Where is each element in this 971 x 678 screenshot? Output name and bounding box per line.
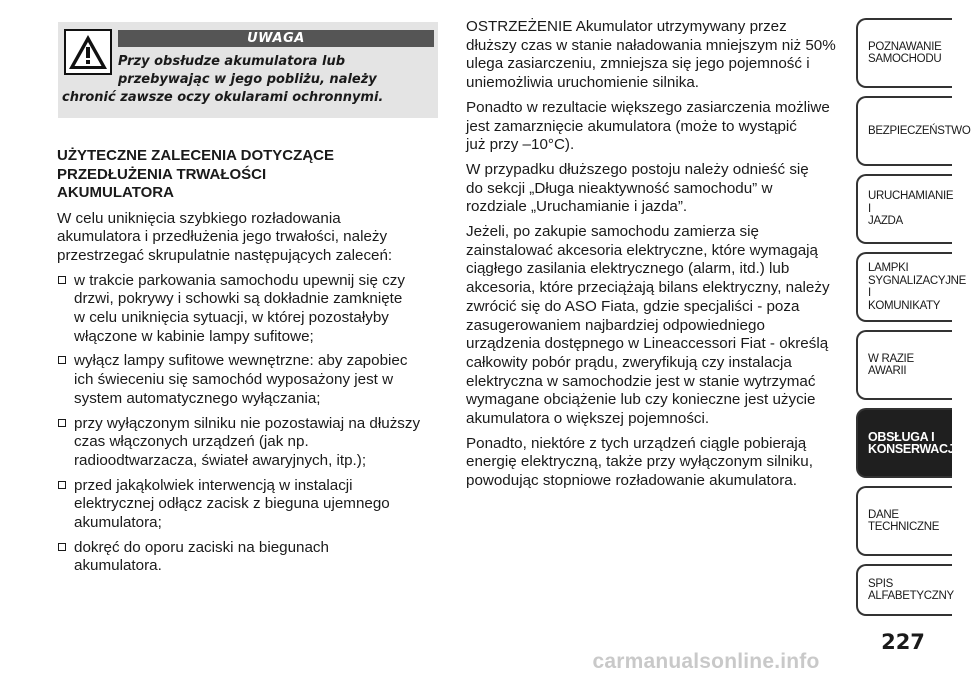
text-line: przy wyłączonym silniku nie pozostawiaj na dłuższy bbox=[74, 414, 421, 432]
text-line: drzwi, pokrywy i schowki są dokładnie zamknięte bbox=[74, 290, 403, 308]
text-line: Ponadto, niektóre z tych urządzeń ciągle pobierają bbox=[466, 434, 807, 452]
text-line: w trakcie parkowania samochodu upewnij się czy bbox=[74, 271, 405, 289]
text-line: rozdziale „Uruchamianie i jazda”. bbox=[466, 198, 688, 216]
text-line: system automatycznego wyłączania; bbox=[74, 389, 321, 407]
paragraph bbox=[466, 99, 846, 155]
text-line: do sekcji „Długa nieaktywność samochodu” w bbox=[466, 179, 773, 197]
heading-line: PRZEDŁUŻENIA TRWAŁOŚCI bbox=[57, 165, 267, 183]
text-line: czas włączonych urządzeń (jak np. bbox=[74, 433, 309, 451]
tab-label: KONSERWACJA bbox=[868, 442, 964, 456]
checkbox-bullet-icon bbox=[58, 481, 66, 489]
tab-lampki-sygnalizacyjne[interactable] bbox=[856, 252, 967, 322]
tab-spis-alfabetyczny[interactable] bbox=[856, 564, 952, 616]
text-line: Jeżeli, po zakupie samochodu zamierza się bbox=[466, 223, 759, 241]
text-line: zwrócić się do ASO Fiata, gdzie specjaliści - poza bbox=[466, 297, 800, 315]
text-line: elektryczna w samochodzie jest w stanie wytrzymać bbox=[466, 372, 816, 390]
text-line: uniemożliwia uruchomienie silnika. bbox=[466, 74, 699, 92]
checkbox-bullet-icon bbox=[58, 356, 66, 364]
checkbox-bullet-icon bbox=[58, 276, 66, 284]
tab-label: URUCHAMIANIE I bbox=[868, 190, 954, 215]
text-line: Ponadto w rezultacie większego zasiarczenia możliwe bbox=[466, 98, 830, 116]
tab-label: OBSŁUGA I bbox=[868, 429, 935, 444]
text-line: zasugerowaniem najbardziej odpowiedniego bbox=[466, 316, 765, 334]
tab-dane-techniczne[interactable] bbox=[856, 486, 952, 556]
tab-label: JAZDA bbox=[868, 215, 903, 228]
text-line: urządzenia dostępnego w Lineaccessori Fiat - określą bbox=[466, 335, 829, 353]
tab-uruchamianie-i-jazda[interactable] bbox=[856, 174, 952, 244]
tab-label: LAMPKI bbox=[868, 262, 909, 274]
tab-label: KOMUNIKATY bbox=[868, 299, 941, 312]
paragraph bbox=[466, 18, 846, 93]
page-number: 227 bbox=[881, 630, 925, 654]
list-item bbox=[57, 352, 442, 408]
heading-line: AKUMULATORA bbox=[57, 184, 174, 201]
text-line: zainstalować akcesoria elektryczne, które wymagają bbox=[466, 241, 818, 259]
warning-title: UWAGA bbox=[118, 30, 434, 47]
tab-label: POZNAWANIE bbox=[868, 40, 942, 53]
tab-label: SPIS ALFABETYCZNY bbox=[868, 577, 954, 602]
text-line: przestrzegać skrupulatnie następujących zaleceń: bbox=[57, 246, 393, 264]
tab-label: BEZPIECZEŃSTWO bbox=[868, 124, 971, 137]
text-line: akcesoria, które przeciążają bilans elektryczny, należy bbox=[466, 279, 830, 297]
text-line: dokręć do oporu zaciski na biegunach bbox=[74, 538, 329, 556]
warning-line: przebywając w jego pobliżu, należy bbox=[118, 72, 377, 87]
tab-obsluga-i-konserwacja[interactable] bbox=[856, 408, 964, 478]
text-line: powodując stopniowe rozładowanie akumulatora. bbox=[466, 472, 797, 490]
paragraph bbox=[466, 223, 846, 429]
warning-line: Przy obsłudze akumulatora lub bbox=[118, 54, 345, 69]
right-column bbox=[466, 18, 846, 497]
tab-label: SAMOCHODU bbox=[868, 53, 942, 65]
heading-line: UŻYTECZNE ZALECENIA DOTYCZĄCE bbox=[57, 147, 334, 164]
text-line: radioodtwarzacza, świateł awaryjnych, itp.); bbox=[74, 451, 367, 469]
paragraph bbox=[466, 161, 846, 217]
text-line: włączone w kabinie lampy sufitowe; bbox=[74, 327, 314, 345]
text-line: elektrycznej odłącz zacisk z bieguna ujemnego bbox=[74, 495, 390, 513]
tab-poznawanie-samochodu[interactable] bbox=[856, 18, 952, 88]
tab-w-razie-awarii[interactable] bbox=[856, 330, 952, 400]
text-line: W celu uniknięcia szybkiego rozładowania bbox=[57, 209, 341, 227]
list-item bbox=[57, 477, 442, 533]
list-item bbox=[57, 539, 442, 576]
text-line: akumulatora; bbox=[74, 514, 162, 532]
text-line: akumulatora. bbox=[74, 557, 162, 575]
section-heading bbox=[57, 147, 442, 203]
list-item bbox=[57, 272, 442, 347]
left-column bbox=[57, 147, 442, 582]
text-line: wymagane obciążenie lub czy konieczne jest użycie bbox=[466, 391, 816, 409]
tab-label: SYGNALIZACYJNE I bbox=[868, 274, 967, 299]
text-line: ulega zasiarczeniu, zmniejsza się jego pojemność i bbox=[466, 55, 810, 73]
text-line: ciągłego zasilania elektrycznego (alarm, itd.) lub bbox=[466, 260, 790, 278]
tab-bezpieczenstwo[interactable] bbox=[856, 96, 971, 166]
text-line: już przy –10°C). bbox=[466, 136, 575, 154]
text-line: w celu uniknięcia sytuacji, w której pozostałyby bbox=[74, 309, 389, 327]
chapter-tabs bbox=[856, 0, 971, 678]
text-line: akumulatora i przedłużenia jego trwałości, należy bbox=[57, 228, 388, 246]
checkbox-bullet-icon bbox=[58, 543, 66, 551]
text-line: OSTRZEŻENIE Akumulator utrzymywany przez bbox=[466, 18, 787, 35]
warning-box bbox=[58, 22, 438, 118]
text-line: W przypadku dłuższego postoju należy odnieść się bbox=[466, 160, 809, 178]
text-line: akumulatora o większej pojemności. bbox=[466, 410, 710, 428]
checkbox-bullet-icon bbox=[58, 419, 66, 427]
intro-paragraph bbox=[57, 210, 442, 266]
text-line: wyłącz lampy sufitowe wewnętrzne: aby zapobiec bbox=[74, 352, 408, 370]
warning-line: chronić zawsze oczy okularami ochronnymi. bbox=[62, 90, 384, 105]
text-line: jest zamarznięcie akumulatora (może to wystąpić bbox=[466, 117, 797, 135]
warning-text bbox=[62, 53, 434, 107]
text-line: całkowity pobór prądu, zweryfikują czy instalacja bbox=[466, 353, 792, 371]
tab-label: W RAZIE AWARII bbox=[868, 352, 914, 377]
text-line: energię elektryczną, także przy wyłączonym silniku, bbox=[466, 453, 813, 471]
watermark: carmanualsonline.info bbox=[592, 650, 820, 673]
paragraph bbox=[466, 435, 846, 491]
tab-label: DANE TECHNICZNE bbox=[868, 508, 940, 533]
text-line: przed jakąkolwiek interwencją w instalacji bbox=[74, 476, 353, 494]
text-line: ich świeceniu się samochód wyposażony jest w bbox=[74, 371, 394, 389]
list-item bbox=[57, 415, 442, 471]
text-line: dłuższy czas w stanie naładowania mniejszym niż 50% bbox=[466, 36, 836, 54]
